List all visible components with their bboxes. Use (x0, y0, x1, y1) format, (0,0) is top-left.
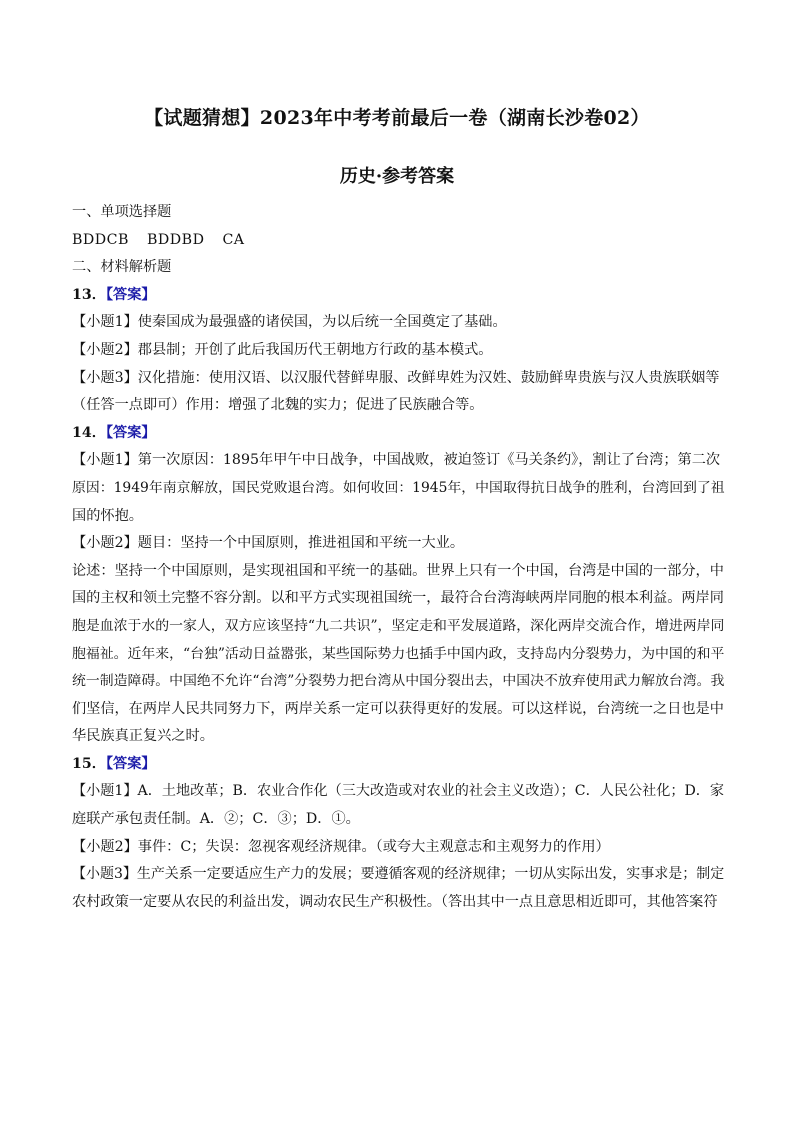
question-15-heading (72, 751, 724, 779)
q14-item-2: 【小题2】题目：坚持一个中国原则，推进祖国和平统一大业。 (72, 535, 465, 552)
q14-essay-line-7: 华民族真正复兴之时。 (72, 728, 214, 745)
q15-item-3-line-1: 【小题3】生产关系一定要适应生产力的发展；要遵循客观的经济规律；一切从实际出发，实事求是；制定 (72, 866, 725, 883)
q15-item-3-line-2: 农村政策一定要从农民的利益出发，调动农民生产积极性。（答出其中一点且意思相近即可，其他答案符 (72, 893, 718, 910)
question-13-heading (72, 282, 724, 310)
q14-essay-line-5: 统一制造障碍。中国绝不允许“台湾”分裂势力把台湾从中国分裂出去，中国决不放弃使用武力解放台湾。我 (72, 673, 725, 690)
answer-group-2: BDDBD (146, 231, 205, 248)
page-title: 【试题猜想】2023年中考考前最后一卷（湖南长沙卷02） (144, 107, 650, 129)
q13-item-3-line-2: （任答一点即可）作用：增强了北魏的实力；促进了民族融合等。 (72, 397, 484, 414)
answer-group-1: BDDCB (72, 231, 129, 248)
q14-essay-line-4: 胞福祉。近年来，“台独”活动日益嚣张，某些国际势力也插手中国内政，支持岛内分裂势力，为中国的和平 (72, 645, 725, 662)
answer-tag: 【答案】 (105, 286, 156, 303)
answer-group-3: CA (222, 231, 245, 248)
question-number: 15． (72, 755, 106, 772)
section-heading-choice: 一、单项选择题 (72, 204, 172, 220)
page-subtitle: 历史·参考答案 (339, 166, 455, 187)
document-body (72, 199, 724, 916)
q14-essay-line-1: 论述：坚持一个中国原则，是实现祖国和平统一的基础。世界上只有一个中国，台湾是中国的一部分，中 (72, 562, 724, 579)
answer-tag: 【答案】 (105, 424, 156, 441)
question-number: 13． (72, 286, 106, 303)
q14-essay-line-3: 胞是血浓于水的一家人，双方应该坚持“九二共识”，坚定走和平发展道路，深化两岸交流合作，增进两岸同 (72, 617, 725, 634)
q15-item-1-line-2: 庭联产承包责任制。A．②；C．③；D．①。 (72, 811, 360, 828)
section-heading-material: 二、材料解析题 (72, 259, 172, 276)
q15-item-1-line-1: 【小题1】A．土地改革；B．农业合作化（三大改造或对农业的社会主义改造）；C．人民公社化；D．家 (72, 783, 725, 800)
q14-essay-line-6: 们坚信，在两岸人民共同努力下，两岸关系一定可以获得更好的发展。可以这样说，台湾统一之日也是中 (72, 700, 724, 717)
q14-item-1-line-3: 国的怀抱。 (72, 507, 143, 524)
choice-answers (72, 227, 724, 255)
q14-item-1-line-2: 原因：1949年南京解放，国民党败退台湾。如何收回：1945年，中国取得抗日战争的胜利，台湾回到了祖 (72, 479, 725, 496)
question-14-heading (72, 420, 724, 448)
q14-essay-line-2: 国的主权和领土完整不容分割。以和平方式实现祖国统一，最符合台湾海峡两岸同胞的根本利益。两岸同 (72, 590, 724, 607)
q13-item-2: 【小题2】郡县制；开创了此后我国历代王朝地方行政的基本模式。 (72, 341, 493, 358)
answer-tag: 【答案】 (105, 755, 156, 772)
q13-item-1: 【小题1】使秦国成为最强盛的诸侯国，为以后统一全国奠定了基础。 (72, 314, 507, 331)
q14-item-1-line-1: 【小题1】第一次原因：1895年甲午中日战争，中国战败，被迫签订《马关条约》，割让了台湾；第二次 (72, 452, 721, 469)
q15-item-2: 【小题2】事件：C；失误：忽视客观经济规律。（或夸大主观意志和主观努力的作用） (72, 838, 610, 855)
q13-item-3-line-1: 【小题3】汉化措施：使用汉语、以汉服代替鲜卑服、改鲜卑姓为汉姓、鼓励鲜卑贵族与汉人贵族联姻等 (72, 369, 720, 386)
question-number: 14． (72, 424, 106, 441)
